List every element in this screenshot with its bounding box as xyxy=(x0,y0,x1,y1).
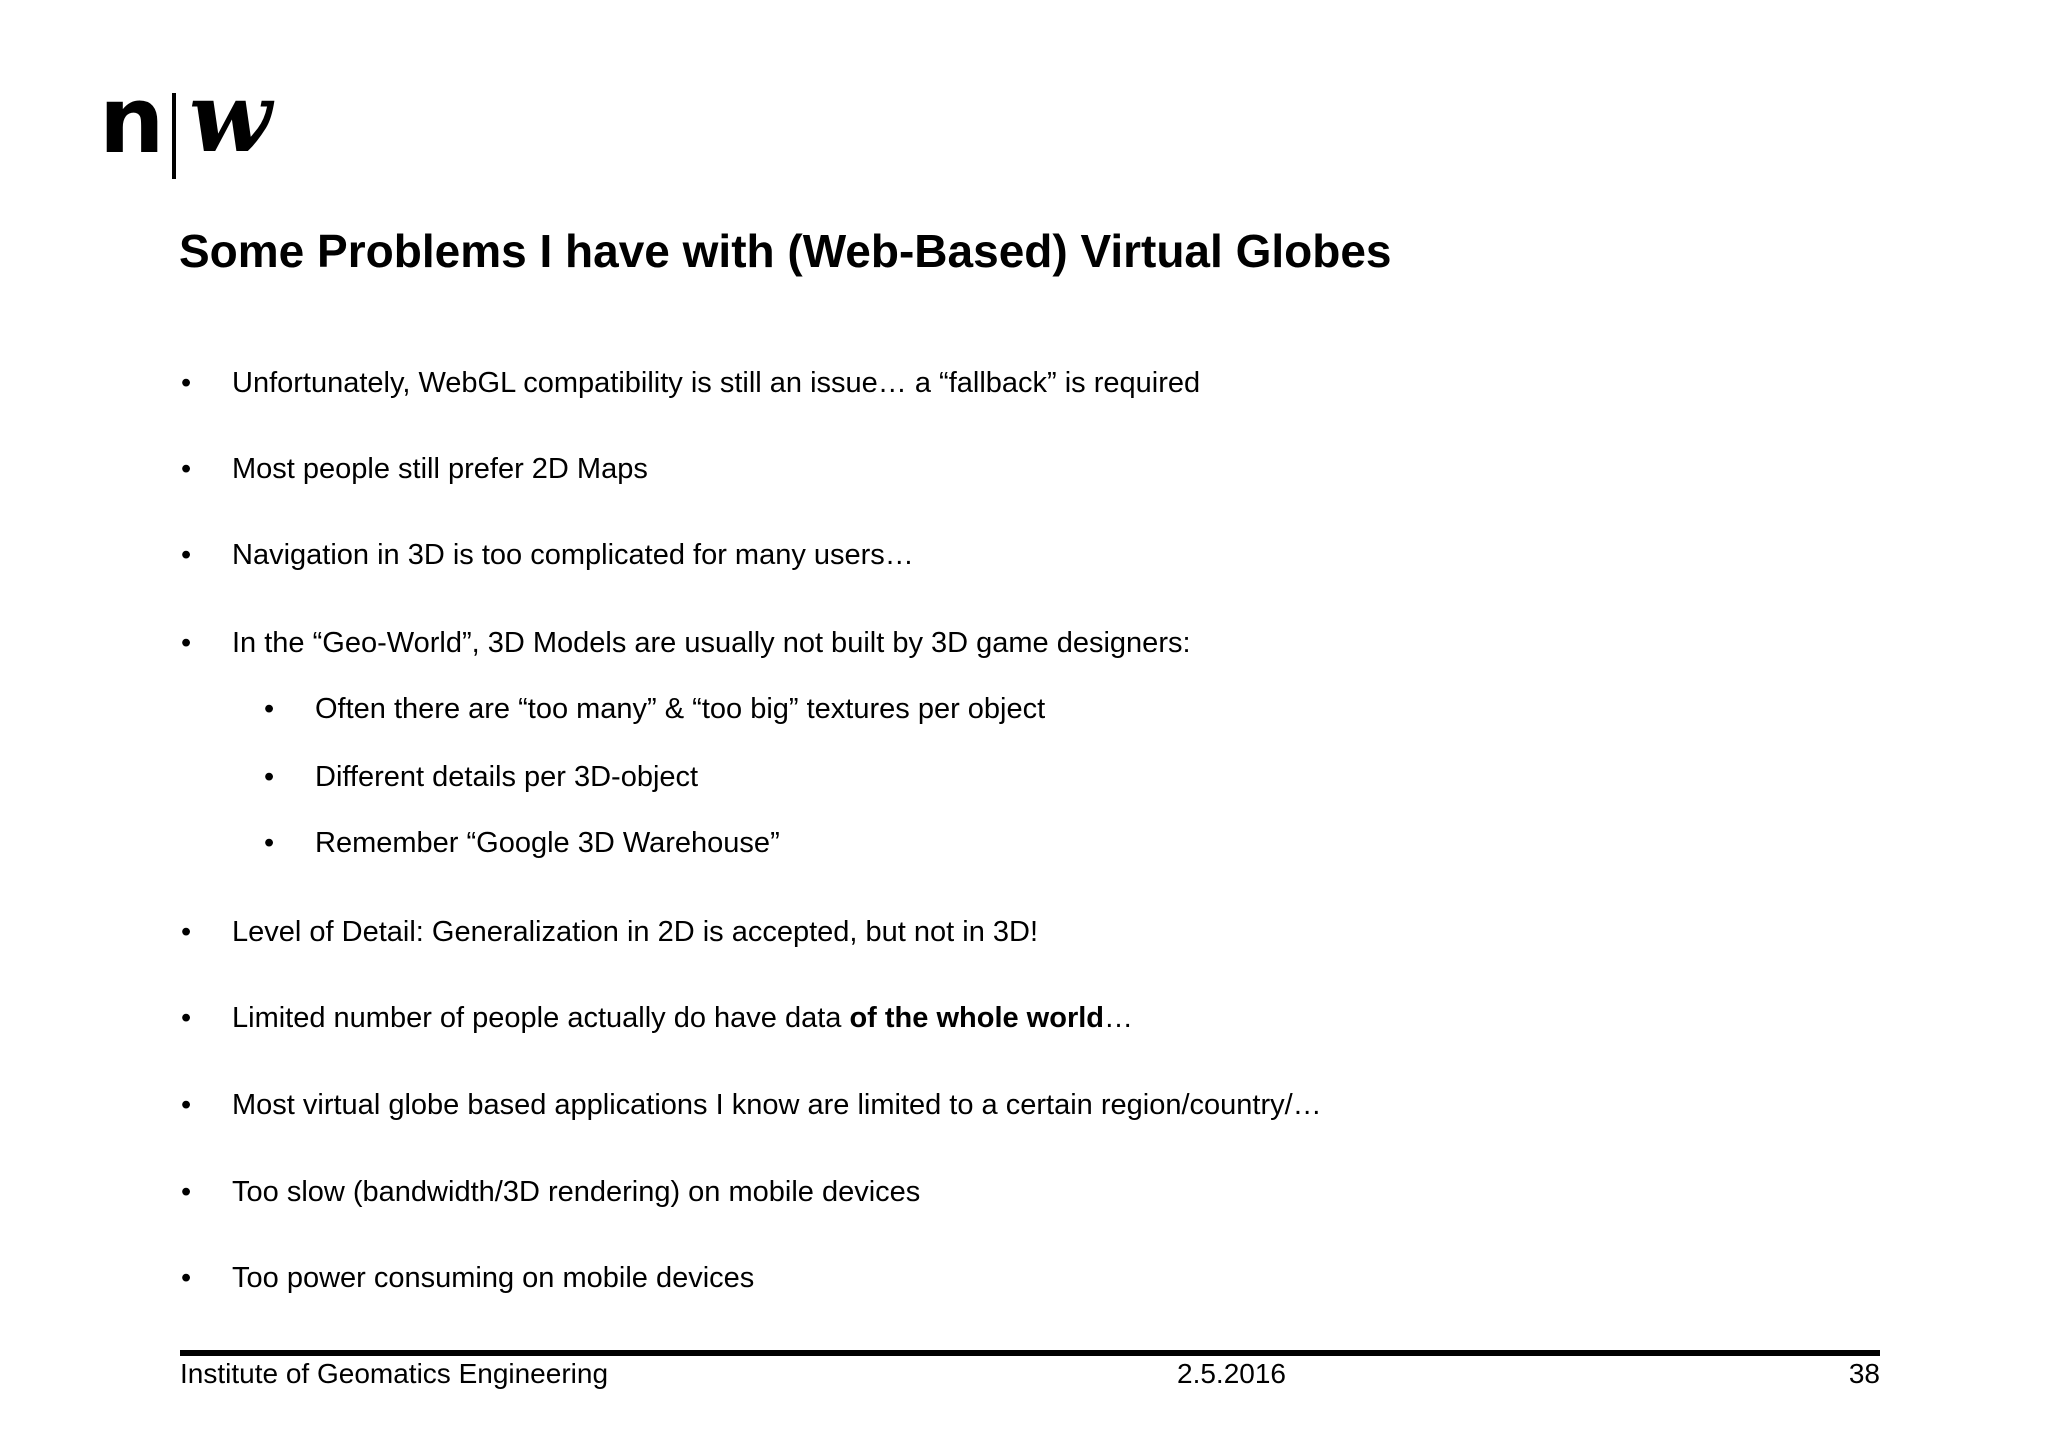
bullet-bold-text: of the whole world xyxy=(849,1002,1105,1034)
logo-letter-w: w xyxy=(189,61,272,174)
bullet-icon: • xyxy=(181,1002,192,1034)
bullet-item xyxy=(181,538,914,573)
footer-date: 2.5.2016 xyxy=(1177,1358,1286,1389)
bullet-icon: • xyxy=(264,693,275,725)
footer-page-number: 38 xyxy=(1848,1358,1880,1389)
bullet-text: Too power consuming on mobile devices xyxy=(232,1262,755,1294)
sub-bullet-item xyxy=(264,826,780,861)
bullet-icon: • xyxy=(181,916,192,948)
bullet-item xyxy=(181,1001,1134,1036)
bullet-icon: • xyxy=(181,1176,192,1208)
bullet-text: Too slow (bandwidth/3D rendering) on mobile devices xyxy=(232,1176,921,1208)
bullet-icon: • xyxy=(181,453,192,485)
bullet-item xyxy=(181,915,1039,950)
fhnw-logo xyxy=(99,61,279,179)
bullet-item xyxy=(181,366,1201,401)
bullet-text: Navigation in 3D is too complicated for many users… xyxy=(232,539,914,571)
bullet-text: Limited number of people actually do have data xyxy=(232,1002,850,1034)
bullet-icon: • xyxy=(264,827,275,859)
logo-letter-n: n xyxy=(99,67,163,174)
bullet-icon: • xyxy=(264,761,275,793)
bullet-text: Most virtual globe based applications I know are limited to a certain region/country/… xyxy=(232,1089,1322,1121)
sub-bullet-item xyxy=(264,760,699,795)
footer-institute: Institute of Geomatics Engineering xyxy=(180,1358,609,1389)
bullet-item xyxy=(181,1261,755,1296)
bullet-text: Often there are “too many” & “too big” textures per object xyxy=(315,693,1046,725)
bullet-icon: • xyxy=(181,627,192,659)
bullet-icon: • xyxy=(181,1089,192,1121)
bullet-text: Level of Detail: Generalization in 2D is accepted, but not in 3D! xyxy=(232,916,1039,948)
bullet-text-tail: … xyxy=(1104,1002,1134,1034)
bullet-text: Different details per 3D-object xyxy=(315,761,699,793)
sub-bullet-item xyxy=(264,692,1046,727)
bullet-item xyxy=(181,1088,1322,1123)
bullet-item xyxy=(181,626,1191,661)
bullet-text: Unfortunately, WebGL compatibility is still an issue… a “fallback” is required xyxy=(232,367,1201,399)
bullet-icon: • xyxy=(181,539,192,571)
bullet-text: Most people still prefer 2D Maps xyxy=(232,453,648,485)
bullet-icon: • xyxy=(181,1262,192,1294)
bullet-item xyxy=(181,1175,921,1210)
slide-title: Some Problems I have with (Web-Based) Virtual Globes xyxy=(179,225,1392,277)
bullet-icon: • xyxy=(181,367,192,399)
bullet-text: In the “Geo-World”, 3D Models are usually not built by 3D game designers: xyxy=(232,627,1191,659)
footer-divider xyxy=(180,1350,1880,1356)
bullet-item xyxy=(181,452,648,487)
bullet-text: Remember “Google 3D Warehouse” xyxy=(315,827,780,859)
logo-divider xyxy=(172,93,176,179)
